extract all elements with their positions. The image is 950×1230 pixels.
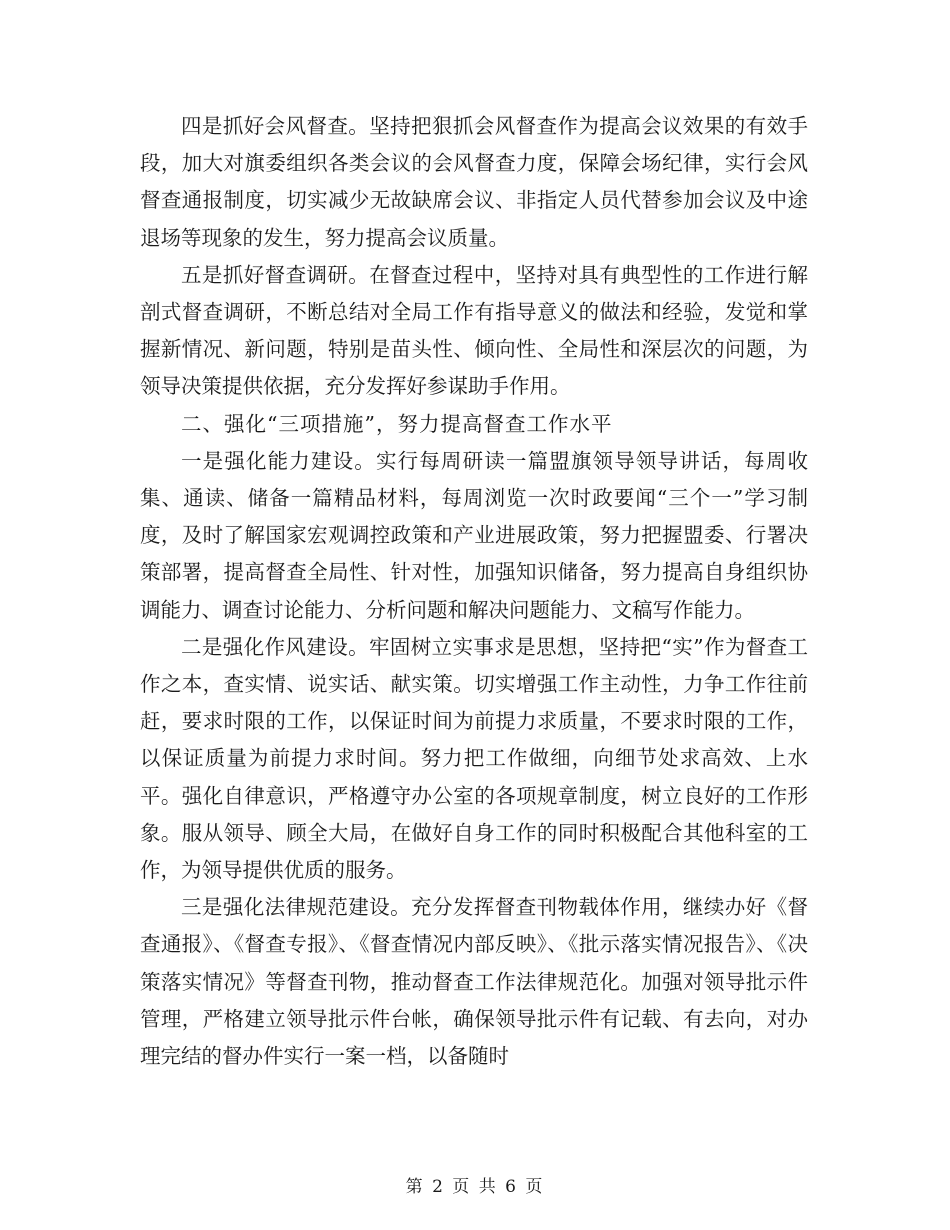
document-body <box>140 108 808 1075</box>
section-heading: 二、强化“三项措施”，努力提高督查工作水平 <box>181 411 613 436</box>
paragraph-supervision-research: 五是抓好督查调研。在督查过程中，坚持对具有典型性的工作进行解剖式督查调研，不断总结对全局工作有指导意义的做法和经验，发觉和掌握新情况、新问题，特别是苗头性、倾向性、全局性和深层次的问题，为领导决策提供依据，充分发挥好参谋助手作用。 <box>140 262 808 399</box>
paragraph-work-style: 二是强化作风建设。牢固树立实事求是思想，坚持把“实”作为督查工作之本，查实情、说实话、献实策。切实增强工作主动性，力争工作往前赶，要求时限的工作，以保证时间为前提力求质量，不要求时限的工作，以保证质量为前提力求时间。努力把工作做细，向细节处求高效、上水平。强化自律意识，严格遵守办公室的各项规章制度，树立良好的工作形象。服从领导、顾全大局，在做好自身工作的同时积极配合其他科室的工作，为领导提供优质的服务。 <box>140 634 808 883</box>
paragraph-legal-norms: 三是强化法律规范建设。充分发挥督查刊物载体作用，继续办好《督查通报》、《督查专报》、《督查情况内部反映》、《批示落实情况报告》、《决策落实情况》等督查刊物，推动督查工作法律规范化。加强对领导批示件管理，严格建立领导批示件台帐，确保领导批示件有记载、有去向，对办理完结的督办件实行一案一档，以备随时 <box>140 895 808 1069</box>
paragraph-capability-building: 一是强化能力建设。实行每周研读一篇盟旗领导领导讲话，每周收集、通读、储备一篇精品材料，每周浏览一次时政要闻“三个一”学习制度，及时了解国家宏观调控政策和产业进展政策，努力把握盟委、行署决策部署，提高督查全局性、针对性，加强知识储备，努力提高自身组织协调能力、调查讨论能力、分析问题和解决问题能力、文稿写作能力。 <box>140 448 808 622</box>
paragraph-meeting-discipline: 四是抓好会风督查。坚持把狠抓会风督查作为提高会议效果的有效手段，加大对旗委组织各类会议的会风督查力度，保障会场纪律，实行会风督查通报制度，切实减少无故缺席会议、非指定人员代替参加会议及中途退场等现象的发生，努力提高会议质量。 <box>140 114 808 250</box>
page-number-footer: 第 2 页 共 6 页 <box>405 1177 545 1197</box>
